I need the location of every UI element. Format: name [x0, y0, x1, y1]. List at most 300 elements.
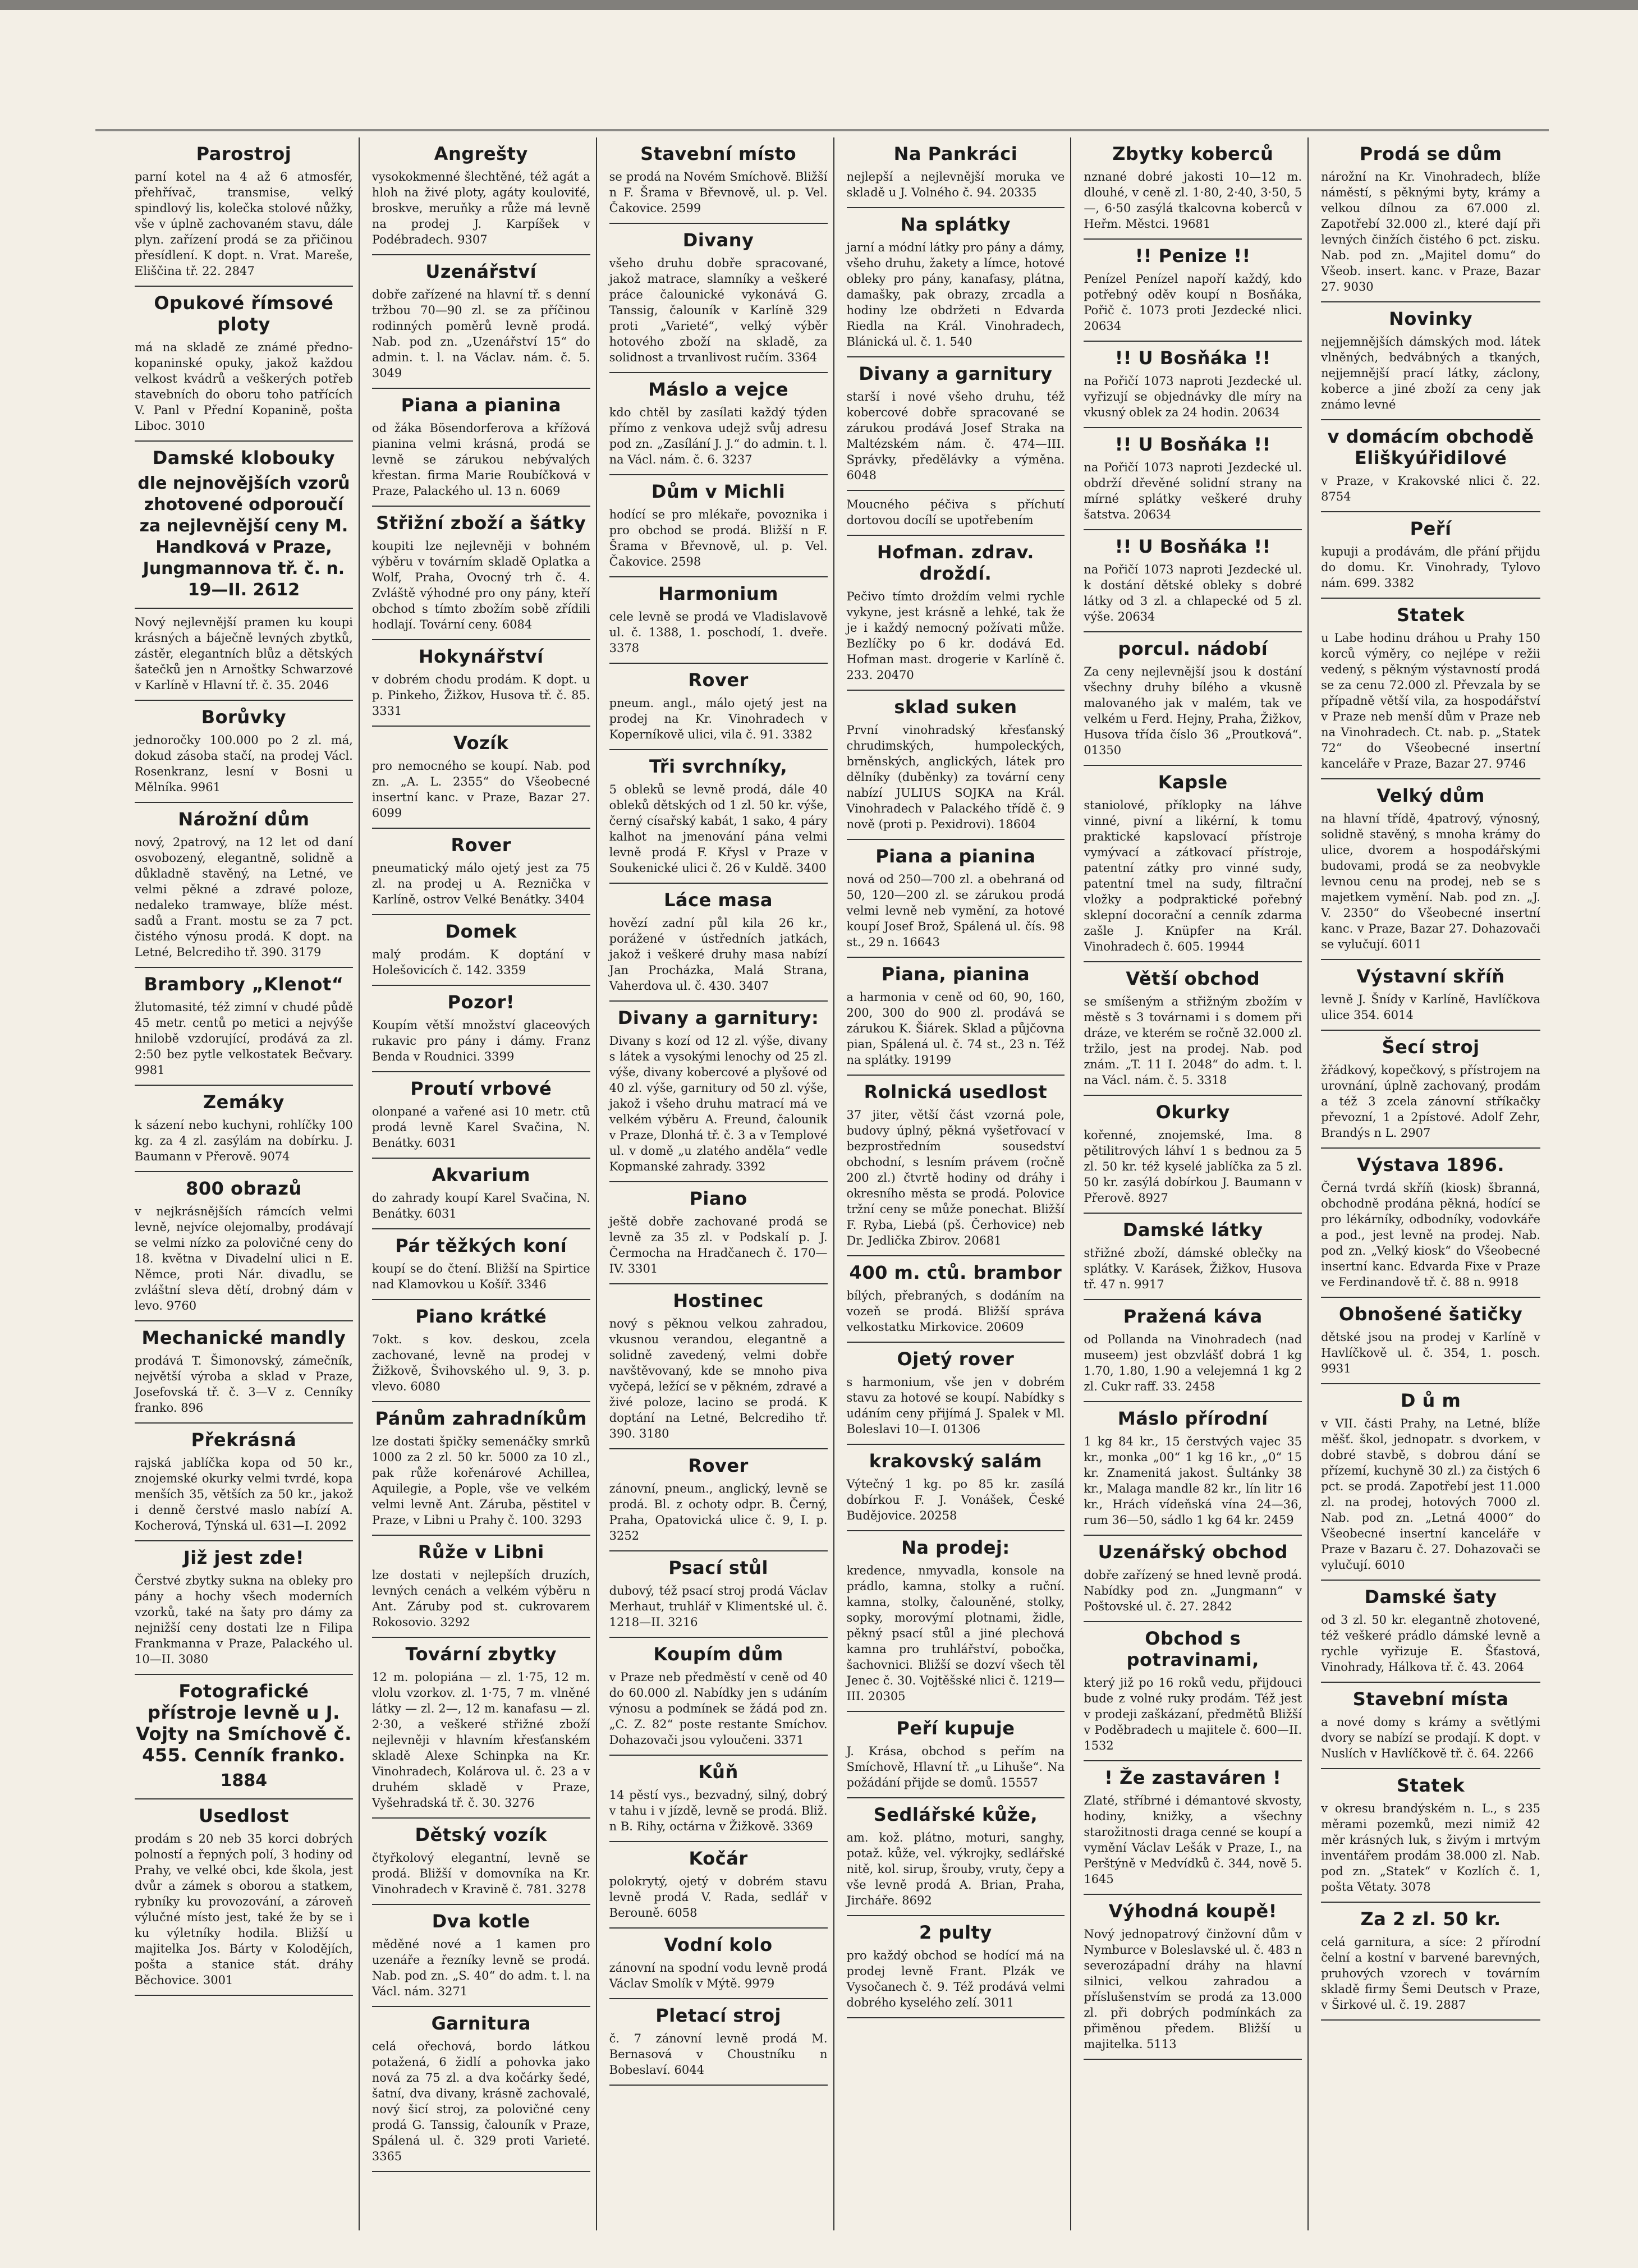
ad-heading: Domek [445, 921, 517, 942]
ad-text: První vinohradský křesťanský chrudimských, humpoleckých, brněnských, anglických, látek pro dělníky (duběnky) za tovární ceny nabízí JULIUS SOJKA na Král. Vinohradech v Palackého třídě č. 9 nově (proti p. Pexidrovi). 18604 [846, 723, 1065, 831]
ad-heading: Hostinec [673, 1290, 764, 1311]
classified-ad [372, 255, 590, 389]
ad-heading: Rover [688, 1455, 749, 1476]
classified-ad [135, 287, 353, 442]
ad-text: v dobrém chodu prodám. K dopt. u p. Pinkeho, Žižkov, Husova tř. č. 85. 3331 [371, 673, 590, 718]
classified-ad [1321, 1903, 1540, 2021]
classified-ad [372, 137, 590, 255]
ad-text: polokrytý, ojetý v dobrém stavu levně prodá V. Rada, sedlář v Berouně. 6058 [609, 1875, 828, 1920]
ad-heading: Růže v Libni [417, 1541, 544, 1563]
ad-text: má na skladě ze známé předno-kopaninské opuky, jakož každou velkost kvádrů a veškerých potřeb stavebních do oboru toho patřících V. Panl v Přední Kopanině, pošta Liboc. 3010 [135, 341, 353, 433]
ad-heading: porcul. nádobí [1118, 638, 1268, 659]
classified-ad [847, 1076, 1065, 1256]
classified-ad [372, 507, 590, 640]
ad-heading: Angrešty [434, 143, 528, 164]
ad-heading: Zbytky koberců [1112, 143, 1274, 164]
ad-text: kupuji a prodávám, dle přání přijdu do domu. Kr. Vinohrady, Tylovo nám. 699. 3382 [1321, 545, 1540, 590]
ad-text: v nejkrásnějších rámcích velmi levně, nejvíce olejomalby, prodávají se velmi nízko za polovičné ceny do 18. května v Divadelní ulici n E. Němce, proti Nár. divadlu, se zvláštní sleva dětí, drobný dám v levo. 9760 [135, 1205, 353, 1312]
ad-heading: Peří [1410, 518, 1452, 539]
classified-ad [1321, 302, 1540, 420]
ad-text: střižné zboží, dámské oblečky na splátky. V. Karásek, Žižkov, Husova tř. 47 n. 9917 [1084, 1246, 1302, 1291]
ad-text: dle nejnovějších vzorů zhotovené odporoučí za nejlevnější ceny M. Handková v Praze, Jungmannova tř. č. n. 19—II. 2612 [137, 474, 350, 600]
ad-text: koupí se do čtení. Bližší na Spirtice nad Klamovkou u Košíř. 3346 [371, 1262, 590, 1291]
ad-heading: Hokynářství [418, 646, 544, 667]
ad-heading: Fotografické přístroje levně u J. Vojty na Smíchově č. 455. Cenník franko. [136, 1681, 352, 1766]
classified-ad [609, 1449, 828, 1551]
ad-text: Nový jednopatrový činžovní dům v Nymburce v Boleslavské ul. č. 483 n severozápadní dráhy na hlavní silnici, velkou zahradou a příslušenstvím se prodá za 13.000 zl. při dobrých podmínkách za přiměnou předem. Bližší u majitelka. 5113 [1084, 1927, 1302, 2051]
ad-heading: Garnitura [431, 2013, 531, 2034]
classified-ad [372, 829, 590, 915]
ad-text: kredence, nmyvadla, konsole na prádlo, kamna, stolky a ruční. kamna, stolky, čalouněné, stolky, sopky, morovýmí plotnami, židle, pěkný psací stůl a jiné plechová kamna pro truhlářství, pobočka, šachovnici. Bližší se dozví všech těl Jenec č. 30. Vojtěšské nlici č. 1219—III. 20305 [846, 1564, 1065, 1703]
ad-text: nejlepší a nejlevnější moruka ve skladě u J. Volného č. 94. 20335 [846, 170, 1065, 199]
ad-text: 37 jiter, větší část vzorná pole, budovy úplný, pěkná vyšetřovací v bezprostředním sousedství obchodní, s lesním právem (ročně 200 zl.) čtvrtě hodiny od dráhy i okresního města se prodá. Polovice tržní ceny se může ponechat. Bližší F. Ryba, Liebá (pš. Čerhovice) neb Dr. Jedlička Zbirov. 20681 [846, 1108, 1065, 1247]
ad-heading: Máslo přírodní [1117, 1408, 1268, 1429]
classified-ad [847, 958, 1065, 1076]
classified-ad [1084, 1536, 1302, 1622]
ad-text: dobře zařízené na hlavní tř. s denní tržbou 70—90 zl. se za příčinou rodinných poměrů levně prodá. Nab. pod zn. „Uzenářství 15“ do admin. t. l. na Václav. nám. č. 5. 3049 [371, 288, 590, 380]
ad-heading: Novinky [1389, 308, 1473, 329]
classified-ad [1321, 599, 1540, 779]
column-2 [366, 137, 597, 2230]
classified-ad [372, 389, 590, 507]
ad-heading: !! U Bosňáka !! [1114, 347, 1271, 369]
ad-heading: Na splátky [900, 214, 1011, 235]
ad-text: lze dostati v nejlepších druzích, levných cenách a velkém výběru n Ant. Záruby pod st. cukrovarem Rokosovio. 3292 [371, 1568, 590, 1629]
ad-heading: Tři svrchníky, [649, 756, 788, 777]
classified-ad [847, 840, 1065, 958]
ad-text: vysokokmenné šlechtěné, též agát a hloh na živé ploty, agáty kouloviťé, broskve, meruňky a růže má levně na prodej J. Karpíšek v Podébradech. 9307 [371, 170, 590, 246]
ad-text: prodám s 20 neb 35 korci dobrých polností a řepných polí, 3 hodiny od Prahy, ve velké obci, kde škola, jest dvůr a zámek s oborou a statkem, rybníky ku provozování, a zároveň výlučné místo jest, také že by se i ku výletníky hodila. Bližší u majitelka Jos. Bárty v Kolodějích, pošta a stanice stát. dráhy Běchovice. 3001 [135, 1832, 353, 1987]
classified-ad [609, 373, 828, 475]
ad-text: 5 obleků se levně prodá, dále 40 obleků dětských od 1 zl. 50 kr. výše, černý císařský kabát, 1 sako, 4 páry kalhot na jmenování pána velmi levně prodá F. Křysl v Praze v Soukenické ulici č. 26 v Kuldě. 3400 [609, 783, 828, 875]
ad-heading: Borůvky [201, 706, 287, 728]
classified-ad [1321, 1384, 1540, 1581]
classified-ad [1084, 1761, 1302, 1895]
ad-text: celá garnitura, a síce: 2 přírodní čelní a kostní v barvené barevných, pruhových vzorech v továrním skladě firmy Šemi Deutsch v Praze, v Širkové ul. č. 19. 2887 [1321, 1935, 1540, 2012]
classified-ad [372, 1638, 590, 1819]
classified-ad [372, 640, 590, 727]
ad-heading: Tovární zbytky [405, 1643, 557, 1665]
classified-ad [135, 803, 353, 968]
classified-ad [609, 1284, 828, 1449]
ad-heading: Divany [682, 229, 754, 251]
ad-text: na Pořičí 1073 naproti Jezdecké ul. k dostání dětské obleky s dobré látky od 3 zl. a chlapecké od 5 zl. výše. 20634 [1084, 563, 1302, 623]
classified-ad [1084, 1622, 1302, 1761]
ad-heading: !! U Bosňáka !! [1114, 536, 1271, 557]
ad-heading: Za 2 zl. 50 kr. [1360, 1908, 1501, 1930]
ad-text: hovězí zadní půl kila 26 kr., porážené v ústředních jatkách, jakož i veškeré druhy masa nabízí Jan Procházka, Malá Strana, Vaherdova ul. č. 430. 3407 [609, 916, 828, 993]
classified-ad [1321, 1769, 1540, 1903]
ad-heading: 800 obrazů [186, 1178, 302, 1199]
ad-heading: Pár těžkých koní [395, 1235, 567, 1256]
classified-ad [847, 1531, 1065, 1712]
classified-ad [1321, 1031, 1540, 1149]
classified-ad [372, 915, 590, 986]
ad-text: který již po 16 roků vedu, přijdouci bude z volné ruky prodám. Též jest v prodeji zaškázaní, předmětů Bližší v Poděbradech u majitele č. 600—II. 1532 [1084, 1676, 1302, 1752]
ad-text: u Labe hodinu dráhou u Prahy 150 korců výměry, co nejlépe v režii vedený, s pěkným výstavností prodá se za cenu 72.000 zl. Převzala by se případně větší vila, za hospodářství v Praze neb menší dům v Praze neb na Vinohradech. Ct. nab. p. „Statek 72“ do Všeobecné insertní kanceláře v Praze, Bazar 27. 9746 [1321, 631, 1540, 770]
ad-heading: Prodá se dům [1359, 143, 1502, 164]
column-5 [1078, 137, 1309, 2230]
ad-text: bílých, přebraných, s dodáním na vozeň se prodá. Bližší správa velkostatku Mirkovice. 20609 [846, 1289, 1065, 1334]
ad-text: 14 pěstí vys., bezvadný, silný, dobrý v tahu i v jízdě, levně se prodá. Bliž. n B. Rihy, octárna v Žižkově. 3369 [609, 1788, 828, 1833]
classified-ad [847, 536, 1065, 691]
ad-text: se prodá na Novém Smíchově. Bližší n F. Šrama v Břevnově, ul. p. Vel. Čakovice. 2599 [609, 170, 828, 215]
classified-ad [135, 1675, 353, 1799]
ad-heading: Parostroj [196, 143, 292, 164]
ad-heading: Máslo a vejce [648, 379, 789, 400]
ad-text: kořenné, znojemské, Ima. 8 pětilitrových láhví 1 s bednou za 5 zl. 50 kr. též kyselé jablíčka za 5 zl. 50 kr. zasýlá dobírkou J. Baumann v Přerově. 8927 [1084, 1128, 1302, 1205]
ad-heading: Stavební místo [640, 143, 797, 164]
classified-ad [609, 224, 828, 373]
ad-heading: Statek [1396, 1775, 1465, 1796]
ad-text: 7okt. s kov. deskou, zcela zachované, levně na prodej v Žižkově, Švihovského ul. 9, 3. p. vlevo. 6080 [371, 1333, 590, 1393]
classified-ad [1321, 137, 1540, 302]
ad-heading: Opukové římsové ploty [154, 292, 334, 335]
ad-heading: Šecí stroj [1382, 1036, 1480, 1058]
classified-ad [135, 1424, 353, 1541]
classified-ad [372, 1402, 590, 1536]
classified-ad [372, 1536, 590, 1638]
column-6 [1315, 137, 1546, 2230]
ad-heading: Obchod s potravinami, [1126, 1628, 1259, 1670]
classified-ad [609, 577, 828, 664]
ad-heading: Výstava 1896. [1357, 1154, 1505, 1176]
ad-text: Pečivo tímto droždím velmi rychle vykyne, jest krásně a lehké, tak že je i každý nemocný požívati může. Bezlíčky po 6 kr. dodává Ed. Hofman mast. drogerie v Karlíně č. 233. 20470 [846, 590, 1065, 682]
ad-heading: Uzenářství [425, 261, 537, 282]
ad-text: kdo chtěl by zasílati každý týden přímo z venkova udejž svůj adresu pod zn. „Zasílání J. J.“ do admin. t. l. na Václ. nám. č. 6. 3237 [609, 406, 828, 466]
classified-ad [1321, 1298, 1540, 1384]
classified-ad [847, 357, 1065, 491]
ad-text: v Praze neb předměstí v ceně od 40 do 60.000 zl. Nabídky jen s udáním výnosu a podmínek se žádá pod zn. „C. Z. 82“ poste restante Smíchov. Dohazovači jsou vyloučeni. 3371 [609, 1670, 828, 1747]
ad-text: am. kož. plátno, moturi, sanghy, potaž. kůže, vel. výkrojky, sedlářské nitě, kol. sirup, šrouby, vruty, čepy a vše levně prodá A. Brian, Praha, Jircháře. 8692 [846, 1831, 1065, 1907]
ad-text: rajská jablíčka kopa od 50 kr., znojemské okurky velmi tvrdé, kopa menších 35, větších za 50 kr., jakož i denně čerstvé maslo nabízí A. Kocherová, Týnská ul. 631—I. 2092 [135, 1456, 353, 1532]
ad-text: olonpané a vařené asi 10 metr. ctů prodá levně Karel Svačina, N. Benátky. 6031 [371, 1105, 590, 1150]
ad-heading: Rover [688, 669, 749, 691]
classified-ad [1321, 1149, 1540, 1298]
ad-text: zánovní na spodní vodu levně prodá Václav Smolík v Mýtě. 9979 [609, 1961, 828, 1990]
ad-heading: Usedlost [198, 1805, 289, 1826]
classified-ad [609, 1929, 828, 1999]
ad-heading: Vozík [453, 732, 509, 754]
classified-ad [1084, 240, 1302, 342]
ad-heading: Koupím dům [653, 1643, 783, 1665]
ad-heading: Damské šaty [1364, 1586, 1497, 1608]
classified-ad [609, 1999, 828, 2086]
classified-ad [135, 609, 353, 701]
classified-ad [1321, 1683, 1540, 1769]
classified-ad [135, 442, 353, 609]
ad-heading: Dům v Michli [651, 481, 786, 502]
ad-heading: Rolnická usedlost [864, 1081, 1048, 1103]
ad-text: malý prodám. K doptání v Holešovicích č. 142. 3359 [371, 948, 590, 977]
ad-text: Penízel Penízel napoří každý, kdo potřebný oděv koupí n Bosňáka, Pořič č. 1073 proti Jezdecké nlici. 20634 [1084, 272, 1302, 333]
ad-heading: Piano krátké [415, 1306, 547, 1327]
classified-ad [609, 137, 828, 224]
ad-text: se smíšeným a střižným zbožím v městě s 3 továrnami i s domem při dráze, ve kterém se ročně 32.000 zl. tržilo, jest na prodej. Nab. pod znám. „T. 11 I. 2048“ do adm. t. l. na Václ. nám. č. 5. 3318 [1084, 995, 1302, 1087]
classified-ad [609, 1551, 828, 1638]
ad-heading: krakovský salám [869, 1450, 1043, 1472]
ad-text: dubový, též psací stroj prodá Václav Merhaut, truhlář v Klimentské ul. č. 1218—II. 3216 [609, 1584, 828, 1629]
ad-text: v VII. části Prahy, na Letné, blíže měšť. škol, jednopatr. s dvorkem, v dobré stavbě, s dobrou dání se přízemí, kuchyně 30 zl.) za čistých 6 pct. se prodá. Zapotřebí jest 11.000 zl. na prodej, hotových 7000 zl. Nab. pod zn. „Letná 4000“ do Všeobecné insertní kanceláře v Praze v Bazaru č. 27. Dohazovači se vylučují. 6010 [1321, 1417, 1540, 1572]
ad-text: pro každý obchod se hodící má na prodej levně Frant. Plzák ve Vysočanech č. 9. Též prodává velmi dobrého kyselého zelí. 3011 [846, 1949, 1065, 2009]
column-4 [841, 137, 1072, 2230]
ad-text: starší i nové všeho druhu, též kobercové dobře spracované se zárukou prodává Josef Straka na Maltézském nám. č. 474—III. Správky, předělávky a výměna. 6048 [846, 390, 1065, 482]
ad-text: na hlavní třídě, 4patrový, výnosný, solidně stavěný, s mnoha krámy do ulice, dvorem a hospodářskými budovami, prodá se za neobvykle levnou cenu na prodej, neb se s majetkem vymění. Nab. pod zn. „J. V. 2350“ do Všeobecné insertní kanc. v Praze, Bazar 27. Dohazovači se vylučují. 6011 [1321, 812, 1540, 951]
ad-text: Zlaté, stříbrné i démantové skvosty, hodiny, knižky, a všechny starožitnosti draga cenné se koupí a vymění Václav Lešák v Praze, I., na Perštýně v Medvídků č. 344, nově 5. 1645 [1084, 1794, 1302, 1886]
classified-ad [1084, 1402, 1302, 1536]
ad-text: Výtečný 1 kg. po 85 kr. zasílá dobírkou F. J. Vonášek, České Budějovice. 20258 [846, 1477, 1065, 1522]
ad-heading: Zemáky [203, 1091, 285, 1113]
ad-text: staniolové, příklopky na láhve vinné, pivní a likérní, k tomu praktické kapslovací přístroje vymývací a zátkovací přístroje, patentní zátky pro vinné sudy, patentní tmel na sudy, filtrační vložky a podpraktické pořebný sklepní docorační a cenník zdarma zašle J. Knüpfer na Král. Vinohradech č. 605. 19944 [1084, 798, 1302, 953]
ad-text: J. Krása, obchod s peřím na Smíchově, Hlavní tř. „u Lihuše“. Na požádání přijde se domů. 15557 [846, 1744, 1065, 1789]
ad-text: Moucného péčiva s příchutí dortovou docílí se upotřebením [846, 498, 1065, 527]
ad-text: Za ceny nejlevnější jsou k dostání všechny druhy bílého a vkusně malovaného jak v malém, tak ve velkém u Ferd. Hejny, Praha, Žižkov, Husova třída číslo 36 „Proutková“. 01350 [1084, 665, 1302, 757]
ad-text: Černá tvrdá skříň (kiosk) šbranná, obchodně prodána pěkná, hodící se pro lékárníky, odbodníky, vodovkáře a pod., jest levně na prodej. Nab. pod zn. „Velký kiosk“ do Všeobecné insertní kanc. Edvarda Fixe v Praze ve Ferdinandově tř. č. 88 n. 9918 [1321, 1181, 1540, 1289]
classified-ad [847, 1256, 1065, 1343]
ad-text: Čerstvé zbytky sukna na obleky pro pány a hochy všech moderních vzorků, také na šaty pro dámy za nejnižší ceny dostati lze n Filipa Frankmanna v Praze, Palackého ul. 10—II. 3080 [135, 1574, 353, 1666]
ad-text: čtyřkolový elegantní, levně se prodá. Bližší v domovníka na Kr. Vinohradech v Kravině č. 781. 3278 [371, 1851, 590, 1896]
ad-text: dětské jsou na prodej v Karlíně v Havlíčkově ul. č. 354, 1. posch. 9931 [1321, 1330, 1540, 1375]
classified-ad [372, 1072, 590, 1159]
ad-heading: Velký dům [1377, 785, 1485, 806]
ad-heading: Piana a pianina [401, 394, 561, 416]
classified-ad [135, 1086, 353, 1172]
ad-text: parní kotel na 4 až 6 atmosfér, přehřívač, transmise, velký spindlový lis, kolečka stolové nůžky, vše v úplně zachovaném stavu, dále plyn. zařízení prodá se za přičinou přesídlení. K dopt. n. Vrat. Mareše, Eliščina tř. 22. 2847 [135, 170, 353, 278]
ad-text: od žáka Bösendorferova a křížová pianina velmi krásná, prodá se levně se zárukou nebývalých křestan. firma Marie Roubíčková v Praze, Palackého ul. 13 n. 6069 [371, 421, 590, 498]
classified-ad [609, 750, 828, 884]
ad-text: nový, 2patrový, na 12 let od daní osvobozený, elegantně, solidně a důkladně stavěný, na Letné, ve velmi pěkné a zdravé poloze, nedaleko tramwaye, blíže mést. sadů a Frant. mostu se za 7 pct. čistého výnosu prodá. K dopt. na Letné, Belcrediho tř. 390. 3179 [135, 835, 353, 959]
classified-ad [1084, 530, 1302, 632]
ad-heading: Harmonium [658, 583, 778, 604]
ad-heading: Peří kupuje [896, 1718, 1015, 1739]
ad-heading: Piano [689, 1188, 747, 1209]
ad-heading: Brambory „Klenot“ [144, 974, 344, 995]
classified-ad [847, 1916, 1065, 2018]
ad-text: na Pořičí 1073 naproti Jezdecké ul. vyřizují se objednávky dle míry na vkusný oblek za 24 hodin. 20634 [1084, 374, 1302, 419]
classified-ad [372, 986, 590, 1072]
classified-ad [135, 701, 353, 803]
classified-columns [129, 137, 1546, 2230]
ad-heading: Výstavní skříň [1356, 966, 1505, 987]
ad-heading: Ojetý rover [897, 1348, 1015, 1370]
classified-ad [609, 1842, 828, 1929]
ad-heading: Větší obchod [1126, 968, 1260, 989]
ad-text: a harmonia v ceně od 60, 90, 160, 200, 300 do 900 zl. prodává se zárukou K. Šiárek. Sklad a půjčovna pian, Spálená ul. č. 74 st., 23 n. Též na splátky. 19199 [846, 990, 1065, 1067]
classified-ad [847, 1712, 1065, 1798]
classified-ad [847, 691, 1065, 840]
ad-heading: Láce masa [664, 889, 773, 911]
ad-heading: Statek [1396, 604, 1465, 626]
ad-heading: Kočár [689, 1848, 748, 1869]
ad-heading: Výhodná koupě! [1108, 1900, 1277, 1922]
ad-heading: D ů m [1400, 1390, 1461, 1411]
ad-text: k sázení nebo kuchyni, rohlíčky 100 kg. za 4 zl. zasýlám na dobírku. J. Baumann v Přerově. 9074 [135, 1118, 353, 1163]
ad-text: levně J. Šnídy v Karlíně, Havlíčkova ulice 354. 6014 [1321, 993, 1540, 1022]
classified-ad [609, 1756, 828, 1842]
classified-ad [847, 1445, 1065, 1531]
classified-ad [1084, 428, 1302, 530]
ad-text: Koupím větší množství glaceových rukavic pro pány i dámy. Franz Benda v Roudnici. 3399 [371, 1018, 590, 1063]
ad-heading: Rover [451, 834, 511, 856]
ad-heading: Pražená káva [1123, 1306, 1263, 1327]
classified-ad [1084, 962, 1302, 1096]
classified-ad [609, 884, 828, 1002]
classified-ad [847, 1343, 1065, 1445]
ad-text: nová od 250—700 zl. a obehraná od 50, 120—200 zl. se zárukou prodá velmi levně neb vymění, za hotové koupí Josef Brož, Spálená ul. čís. 98 st., 29 n. 16643 [846, 873, 1065, 949]
ad-text: ještě dobře zachované prodá se levně za 35 zl. v Podskalí p. J. Čermocha na Hradčanech č. 170—IV. 3301 [609, 1215, 828, 1275]
ad-text: 12 m. polopiána — zl. 1·75, 12 m. vlolu vzorkov. zl. 1·75, 7 m. vlněné látky — zl. 2—, 12 m. kanafasu — zl. 2·30, a veškeré střižné zboží nejlevněji v hlavním křesťanském skladě Alexe Schinpka na Kr. Vinohradech, Kolárova ul. č. 23 a v druhém skladě v Praze, Vyšehradská tř. č. 30. 3276 [371, 1670, 590, 1810]
ad-text: Divany s kozí od 12 zl. výše, divany s látek a vysokými lenochy od 25 zl. výše, divany kobercové a plyšové od 40 zl. výše, garnitury od 50 zl. výše, jakož i všeho druhu matrací má ve velkém výběru A. Freund, čalounik v Praze, Dlonhá tř. č. 3 a v Templové ul. v domě „u zlatého anděla“ vedle Kopmanské zahrady. 3392 [609, 1034, 828, 1173]
classified-ad [847, 137, 1065, 208]
ad-text: hodící se pro mlékaře, povoznika i pro obchod se prodá. Bližší n F. Šrama v Břevnově, ul. p. Vel. Čakovice. 2598 [609, 508, 828, 568]
ad-heading: Kapsle [1158, 772, 1228, 793]
classified-ad [135, 1321, 353, 1424]
classified-ad [135, 1541, 353, 1675]
classified-ad [1084, 1096, 1302, 1214]
column-3 [604, 137, 834, 2230]
classified-ad [372, 727, 590, 829]
ad-heading: Na Pankráci [893, 143, 1018, 164]
classified-ad [847, 1798, 1065, 1916]
classified-ad [1321, 779, 1540, 960]
ad-heading: v domácím obchodě Eliškyúřidilové [1327, 426, 1534, 469]
classified-ad [372, 1905, 590, 2007]
ad-heading: 400 m. ctů. brambor [849, 1262, 1062, 1283]
ad-heading: Překrásná [191, 1429, 297, 1450]
classified-ad [372, 1159, 590, 1229]
classified-ad [1084, 342, 1302, 428]
ad-text: lze dostati špičky semenáčky smrků 1000 za 2 zl. 50 kr. 5000 za 10 zl., pak růže kořenárové Achillea, Aquilegie, a Pople, vše ve velkém velmi levně Ant. Záruba, pěstitel v Praze, v Libni u Prahy č. 100. 3293 [371, 1435, 590, 1527]
ad-heading: Uzenářský obchod [1098, 1541, 1288, 1563]
ad-heading: Divany a garnitury: [617, 1007, 819, 1029]
ad-text: jarní a módní látky pro pány a dámy, všeho druhu, žakety a límce, hotové obleky pro pány, kanafasy, plátna, damašky, pak obrazy, zrcadla a hodiny lze obdržeti n Edvarda Riedla na Král. Vinohradech, Blánická ul. č. 1. 540 [846, 241, 1065, 348]
ad-heading: Damské látky [1122, 1219, 1263, 1241]
classified-ad [1084, 632, 1302, 766]
classified-ad [1321, 512, 1540, 599]
classified-ad [372, 1229, 590, 1300]
ad-text: č. 7 zánovní levně prodá M. Bernasová v Choustníku n Bobeslaví. 6044 [609, 2032, 828, 2077]
ad-heading: Divany a garnitury [859, 363, 1053, 384]
ad-text: pro nemocného se koupí. Nab. pod zn. „A. L. 2355“ do Všeobecné insertní kanc. v Praze, Bazar 27. 6099 [371, 759, 590, 820]
ad-text: od 3 zl. 50 kr. elegantně zhotovené, též veškeré prádlo dámské levně a rychle vyřizuje E. Šťastová, Vinohrady, Hálkova tř. č. 43. 2064 [1321, 1613, 1540, 1674]
ad-text: nznané dobré jakosti 10—12 m. dlouhé, v ceně zl. 1·80, 2·40, 3·50, 5—, 6·50 zasýlá tkalcovna koberců v Heřm. Městci. 19681 [1084, 170, 1302, 231]
classified-ad [609, 475, 828, 577]
column-1 [129, 137, 360, 2230]
ad-text: a nové domy s krámy a světlými dvory se nabízí se prodají. K dopt. v Nuslích v Havlíčkově tř. č. 64. 2266 [1321, 1715, 1540, 1760]
ad-heading: Stavební místa [1352, 1688, 1509, 1710]
ad-heading: Hofman. zdrav. droždí. [877, 541, 1034, 584]
classified-ad [1321, 1581, 1540, 1683]
ad-text: pneum. angl., málo ojetý jest na prodej na Kr. Vinohradech v Koperníkově ulici, vila č. 91. 3382 [609, 696, 828, 741]
classified-ad [1084, 766, 1302, 962]
ad-text: v okresu brandýském n. L., s 235 měrami pozemků, mezi nimiž 42 měr krásných luk, s živým i mrtvým inventářem prodám 38.000 zl. Nab. pod zn. „Statek“ v Kozlích č. 1, pošta Větaty. 3078 [1321, 1802, 1540, 1894]
classified-ad [609, 1638, 828, 1756]
ad-text: měděné nové a 1 kamen pro uzenáře a řezníky levně se prodá. Nab. pod zn. „S. 40“ do adm. t. l. na Václ. nám. 3271 [371, 1938, 590, 1998]
ad-heading: Již jest zde! [183, 1547, 304, 1568]
ad-heading: sklad suken [894, 696, 1017, 718]
ad-text: nárožní na Kr. Vinohradech, blíže náměstí, s pěknými byty, krámy a velkou dílnou za 67.000 zl. Zapotřebí 32.000 zl., které dají při levných činžích čistého 6 pct. zisku. Nab. pod zn. „Majitel domu“ do Všeob. insert. kanc. v Praze, Bazar 27. 9030 [1321, 170, 1540, 293]
ad-heading: !! U Bosňáka !! [1114, 434, 1271, 455]
classified-ad [1084, 137, 1302, 240]
ad-heading: Sedlářské kůže, [873, 1804, 1038, 1825]
classified-ad [609, 1182, 828, 1284]
classified-ad [1321, 960, 1540, 1031]
classified-ad [1084, 1214, 1302, 1300]
ad-text: nový s pěknou velkou zahradou, vkusnou verandou, elegantně a solidně zavedený, velmi dobře navštěvovaný, kde se mnoho piva vyčepá, ležící se v pěkném, zdravé a živé poloze, lacino se prodá. K doptání na Letné, Belcrediho tř. 390. 3180 [609, 1317, 828, 1440]
ad-heading: Piana a pianina [875, 846, 1036, 867]
classified-ad [609, 1002, 828, 1182]
ad-text: žlutomasité, též zimní v chudé půdě 45 metr. centů po metici a nejvýše hnilobě vzdorující, prodává za zl. 2:50 bez pytle velkostatek Bečvary. 9981 [135, 1000, 353, 1077]
ad-heading: Střižní zboží a šátky [376, 512, 586, 534]
classified-ad [1084, 1300, 1302, 1402]
ad-heading: Mechanické mandly [141, 1327, 346, 1348]
classified-ad [847, 208, 1065, 357]
ad-text: prodává T. Šimonovský, zámečník, největší výroba a sklad v Praze, Josefovská tř. č. 3—V z. Cenníky franko. 896 [135, 1354, 353, 1415]
ad-text: s harmonium, vše jen v dobrém stavu za hotové se koupí. Nabídky s udáním ceny přijímá J. Spalek v Ml. Boleslavi 10—I. 01306 [846, 1375, 1065, 1436]
ad-text: celá ořechová, bordo látkou potažená, 6 židlí a pohovka jako nová za 75 zl. a dva kočárky šedé, šatní, dva divany, krásně zachovalé, nový šicí stroj, za polovičné ceny prodá G. Tanssig, čalouník v Praze, Spálená ul. č. 329 proti Varieté. 3365 [371, 2040, 590, 2163]
ad-heading: Piana, pianina [881, 963, 1030, 985]
classified-ad [847, 491, 1065, 536]
ad-heading: Pánům zahradníkům [375, 1408, 587, 1429]
classified-ad [1321, 420, 1540, 512]
ad-text: jednoročky 100.000 po 2 zl. má, dokud zásoba stačí, na prodej Václ. Rosenkranz, lesní v Bosni u Mělníka. 9961 [135, 733, 353, 794]
ad-heading: Okurky [1155, 1101, 1230, 1123]
ad-heading: Proutí vrbové [410, 1078, 552, 1099]
ad-text: cele levně se prodá ve Vladislavově ul. č. 1388, 1. poschodí, 1. dveře. 3378 [609, 610, 828, 655]
ad-text: dobře zařízený se hned levně prodá. Nabídky pod zn. „Jungmann“ v Poštovské ul. č. 27. 2842 [1084, 1568, 1302, 1613]
ad-heading: Dětský vozík [415, 1824, 548, 1845]
ad-text: Nový nejlevnější pramen ku koupi krásných a báječně levných zbytků, zástěr, elegantních blůz a dětských šatečků jen n Arnoštky Schwarzové v Karlíně v Hlavní tř. č. 35. 2046 [135, 616, 353, 692]
ad-text: koupiti lze nejlevněji v bohném výběru v továrním skladě Oplatka a Wolf, Praha, Ovocný trh č. 4. Zvláště výhodné pro ony pány, kteří obchod s tímto zbožím sobě zřídili hodlají. Tovární ceny. 6084 [371, 539, 590, 631]
ad-heading: !! Penize !! [1135, 245, 1251, 267]
ad-text: pneumatický málo ojetý jest za 75 zl. na prodej u A. Reznička v Karlíně, ostrov Velké Benátky. 3404 [371, 861, 590, 906]
ad-heading: 2 pulty [919, 1922, 992, 1943]
ad-text: 1884 [220, 1771, 268, 1790]
classified-ad [135, 968, 353, 1086]
scan-edge [0, 0, 1638, 10]
ad-text: do zahrady koupí Karel Svačina, N. Benátky. 6031 [371, 1191, 590, 1220]
classified-ad [1084, 1895, 1302, 2060]
classified-ad [372, 1300, 590, 1402]
ad-text: v Praze, v Krakovské nlici č. 22. 8754 [1321, 474, 1540, 503]
classified-ad [135, 1172, 353, 1321]
classified-ad [372, 2007, 590, 2172]
ad-text: nejjemnějších dámských mod. látek vlněných, bedvábných a tkaných, nejjemnější prací látky, záclony, koberce a jiné zboží za ceny jak známo levné [1321, 335, 1540, 411]
ad-text: od Pollanda na Vinohradech (nad museem) jest obzvlášť dobrá 1 kg 1.70, 1.80, 1.90 a velejemná 1 kg 2 zl. Cukr raff. 33. 2458 [1084, 1333, 1302, 1393]
ad-heading: Na prodej: [901, 1537, 1010, 1558]
ad-heading: Pletací stroj [655, 2005, 781, 2026]
ad-text: zánovní, pneum., anglický, levně se prodá. Bl. z ochoty odpr. B. Černý, Praha, Opatovická ulice č. 9, I. p. 3252 [609, 1482, 828, 1542]
ad-heading: Kůň [698, 1761, 738, 1783]
ad-text: na Pořičí 1073 naproti Jezdecké ul. obdrží dřevěné solidní strany na mírné splátky veškeré druhy šatstva. 20634 [1084, 461, 1302, 521]
classified-ad [372, 1819, 590, 1905]
classified-ad [135, 1799, 353, 1996]
ad-text: všeho druhu dobře spracované, jakož matrace, slamníky a veškeré práce čalounické vykonává G. Tanssig, čalouník v Karlíně 329 proti „Varieté“, velký výběr hotového zboží na skladě, za solidnost a trvanlivost ručím. 3364 [609, 256, 828, 364]
ad-heading: Pozor! [447, 991, 515, 1013]
ad-heading: Damské klobouky [152, 447, 336, 469]
ad-text: 1 kg 84 kr., 15 čerstvých vajec 35 kr., monka „00“ 1 kg 16 kr., „0“ 15 kr. Znamenitá jakost. Šultánky 38 kr., Malaga mandle 82 kr., lín litr 16 kr., Hrách vídeňská vína 24—36, rum 36—50, sádlo 1 kg 64 kr. 2459 [1084, 1435, 1302, 1527]
ad-heading: Psací stůl [668, 1557, 768, 1578]
classified-ad [135, 137, 353, 287]
ad-heading: Obnošené šatičky [1338, 1303, 1523, 1325]
header-rule [95, 129, 1549, 131]
ad-heading: Nárožní dům [178, 809, 310, 830]
ad-heading: ! Že zastaváren ! [1104, 1767, 1282, 1788]
ad-heading: Vodní kolo [664, 1934, 773, 1955]
ad-text: žřádkový, kopečkový, s přístrojem na urovnání, úplně zachovaný, prodám a též 3 zcela zánovní stříkačky převozní, 1 a 2pístové. Adolf Zehr, Brandýs n L. 2907 [1321, 1063, 1540, 1140]
ad-heading: Akvarium [432, 1164, 530, 1186]
classified-ad [609, 664, 828, 750]
